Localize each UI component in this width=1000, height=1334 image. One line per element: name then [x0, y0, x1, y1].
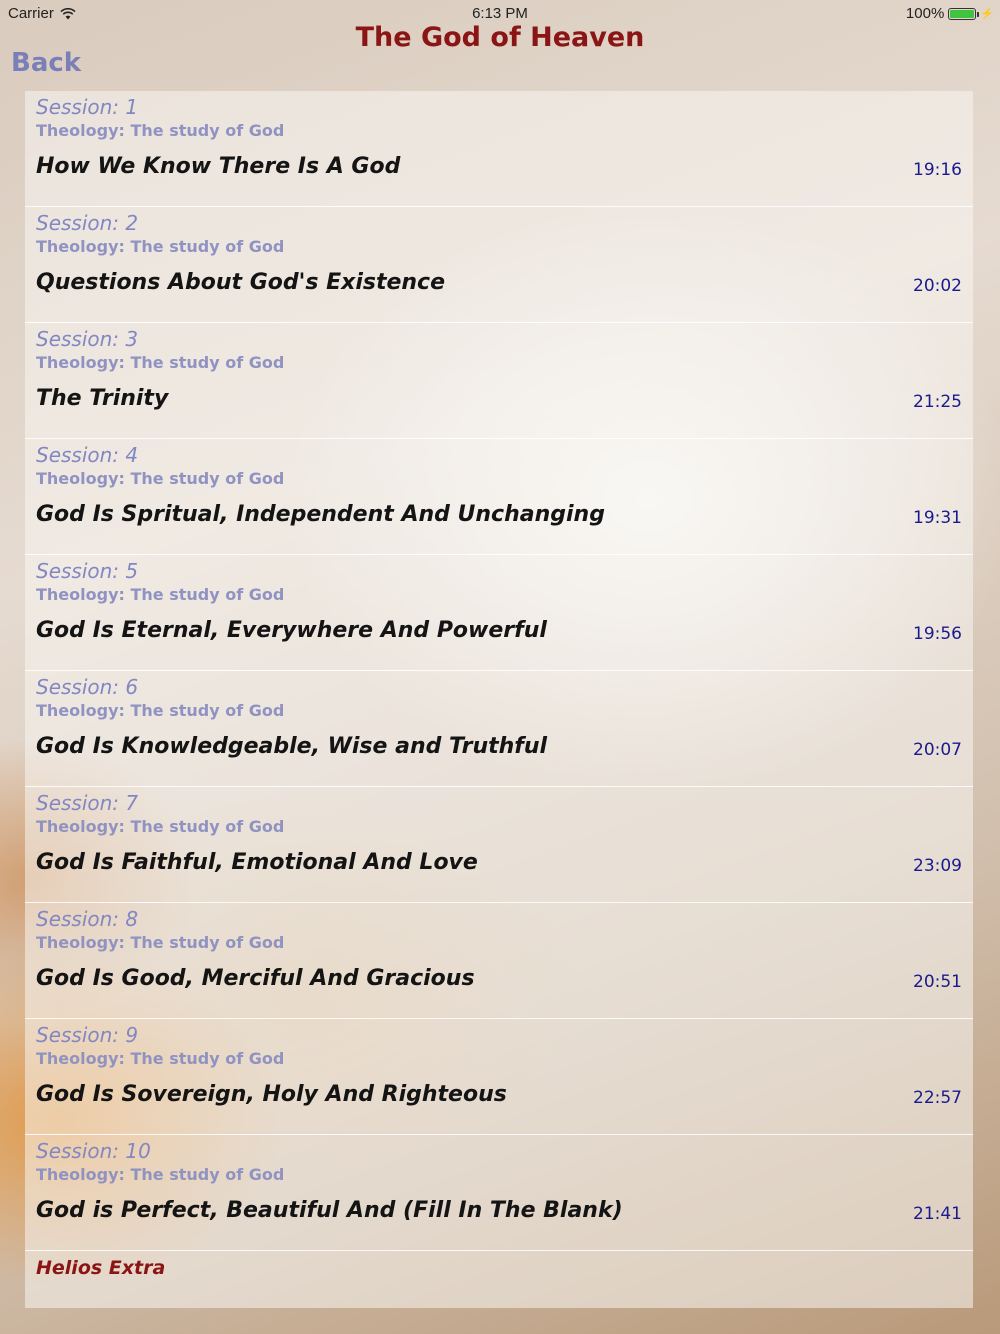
battery-icon [948, 8, 976, 20]
carrier-label: Carrier [8, 5, 54, 22]
session-title: God Is Eternal, Everywhere And Powerful [36, 618, 547, 643]
session-number: Session: 2 [36, 211, 139, 235]
session-title: How We Know There Is A God [36, 154, 401, 179]
battery-indicator [906, 5, 994, 22]
session-title: Questions About God's Existence [36, 270, 446, 295]
session-number: Session: 8 [36, 907, 139, 931]
session-number: Session: 1 [36, 95, 139, 119]
session-number: Session: 4 [36, 443, 139, 467]
session-subtitle: Theology: The study of God [36, 701, 285, 720]
session-number: Session: 10 [36, 1139, 151, 1163]
session-subtitle: Theology: The study of God [36, 585, 285, 604]
session-title: God Is Faithful, Emotional And Love [36, 850, 478, 875]
session-subtitle: Theology: The study of God [36, 933, 285, 952]
session-list [25, 91, 973, 1308]
session-duration: 20:51 [913, 972, 962, 992]
session-title: God Is Knowledgeable, Wise and Truthful [36, 734, 548, 759]
session-number: Session: 5 [36, 559, 139, 583]
session-duration: 19:31 [913, 508, 962, 528]
page-title: The God of Heaven [355, 22, 645, 53]
session-row[interactable] [25, 787, 973, 903]
session-row[interactable] [25, 323, 973, 439]
session-row[interactable] [25, 555, 973, 671]
session-number: Session: 9 [36, 1023, 139, 1047]
battery-percent: 100% [905, 5, 945, 22]
session-row[interactable] [25, 1019, 973, 1135]
session-subtitle: Theology: The study of God [36, 469, 285, 488]
session-title: God Is Spritual, Independent And Unchanging [36, 502, 605, 527]
back-button[interactable]: Back [11, 48, 82, 78]
session-row[interactable] [25, 671, 973, 787]
session-subtitle: Theology: The study of God [36, 121, 285, 140]
session-subtitle: Theology: The study of God [36, 817, 285, 836]
session-duration: 20:02 [913, 276, 962, 296]
session-duration: 19:56 [913, 624, 962, 644]
session-title: God Is Sovereign, Holy And Righteous [36, 1082, 507, 1107]
session-row[interactable] [25, 91, 973, 207]
session-duration: 23:09 [913, 856, 962, 876]
session-title: God Is Good, Merciful And Gracious [36, 966, 475, 991]
session-duration: 20:07 [913, 740, 962, 760]
session-number: Session: 6 [36, 675, 139, 699]
helios-extra-label: Helios Extra [36, 1257, 166, 1279]
session-number: Session: 7 [36, 791, 139, 815]
session-subtitle: Theology: The study of God [36, 1165, 285, 1184]
session-title: The Trinity [36, 386, 169, 411]
session-duration: 21:41 [913, 1204, 962, 1224]
clock: 6:13 PM [472, 5, 528, 22]
session-row[interactable] [25, 1135, 973, 1251]
session-duration: 19:16 [913, 160, 962, 180]
session-subtitle: Theology: The study of God [36, 1049, 285, 1068]
session-row[interactable] [25, 439, 973, 555]
session-duration: 22:57 [913, 1088, 962, 1108]
charging-bolt-icon: ⚡ [980, 8, 994, 20]
session-subtitle: Theology: The study of God [36, 353, 285, 372]
helios-extra-row[interactable] [25, 1251, 973, 1291]
session-row[interactable] [25, 903, 973, 1019]
session-subtitle: Theology: The study of God [36, 237, 285, 256]
session-number: Session: 3 [36, 327, 139, 351]
session-duration: 21:25 [913, 392, 962, 412]
session-row[interactable] [25, 207, 973, 323]
session-title: God is Perfect, Beautiful And (Fill In The Blank) [36, 1198, 623, 1223]
